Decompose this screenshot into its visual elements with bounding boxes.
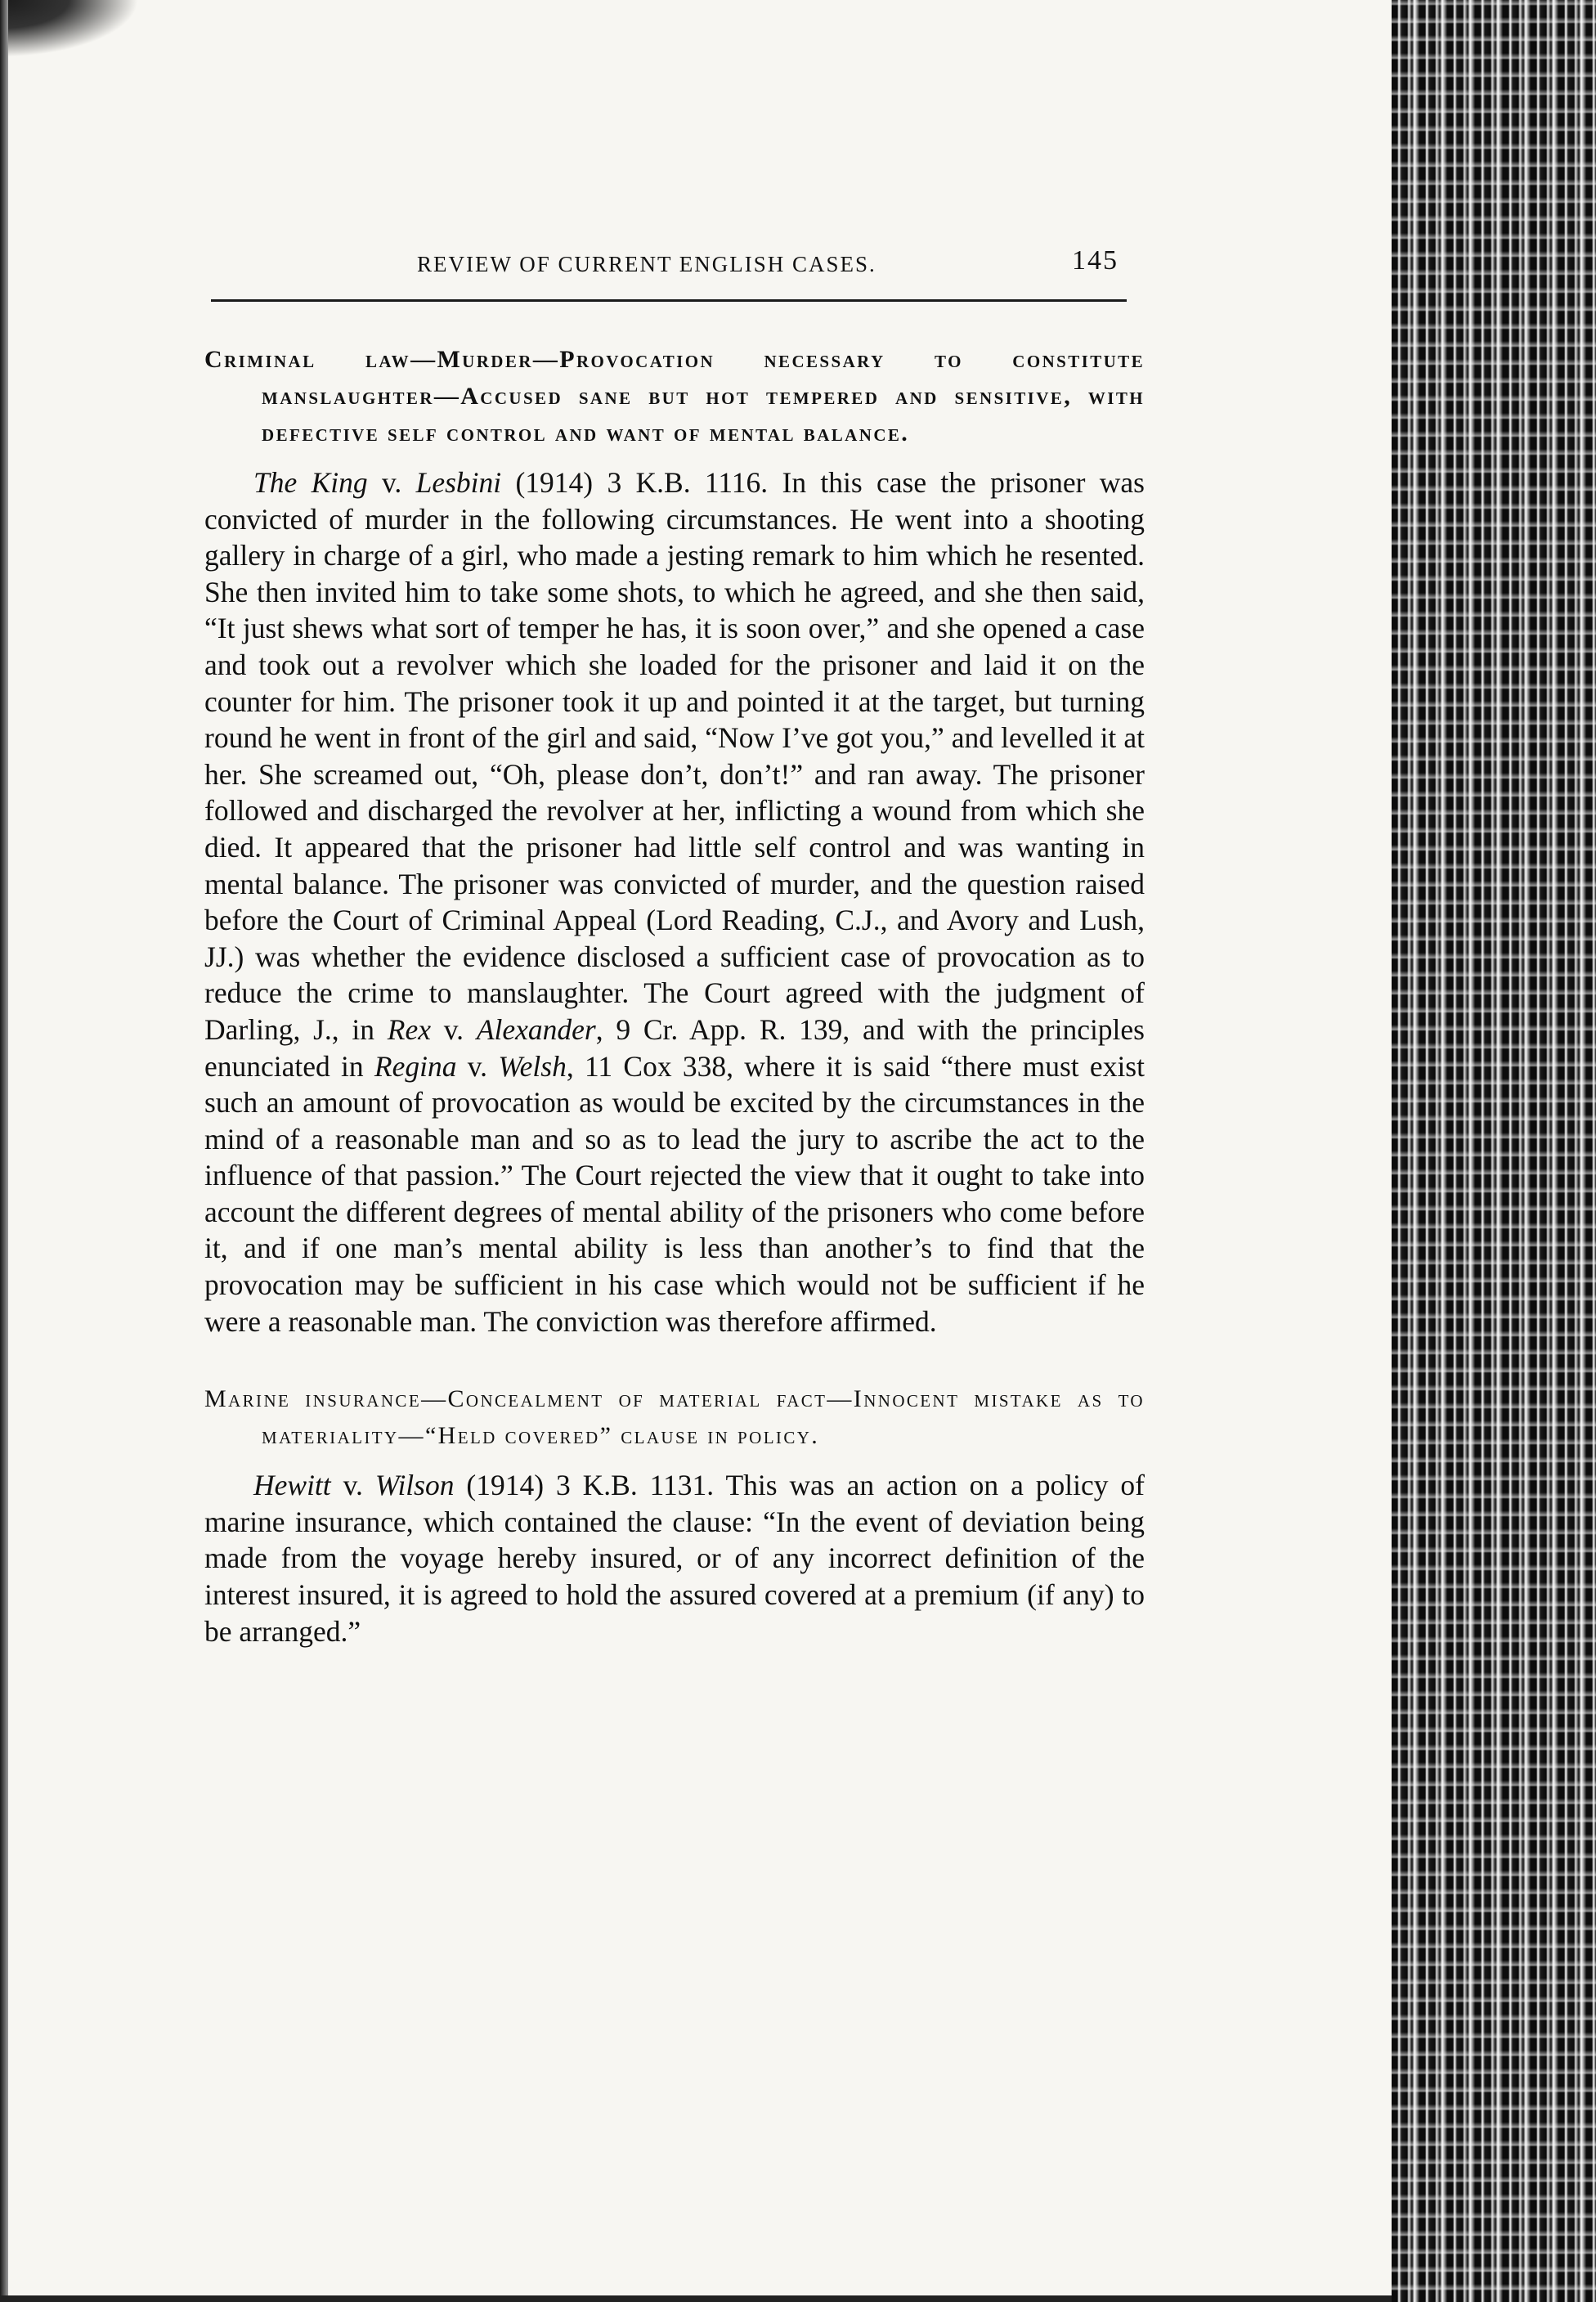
running-head-title: REVIEW OF CURRENT ENGLISH CASES. bbox=[417, 252, 876, 276]
body-text: , 11 Cox 338, where it is said “there must exist such an amount of provocation as would be excited by the circumstances in the mind of a reasonable man and so as to lead the jury to ascribe the act to the influence of that passion.” The Court rejected the view that it ought to take into account the different degrees of mental ability of the prisoners who come before it, and if one man’s mental ability is less than another’s to find that the provocation may be sufficient in his case which would not be sufficient if he were a reasonable man. The conviction was therefore affirmed. bbox=[204, 1049, 1145, 1338]
case-citation: (1914) 3 K.B. 1116. bbox=[501, 466, 769, 499]
running-head bbox=[204, 245, 1145, 288]
scan-left-edge bbox=[0, 0, 8, 2302]
section-body-marine-insurance bbox=[204, 1467, 1145, 1649]
body-text: , 9 Cr. App. R. 139, and with the principles enunciated in bbox=[204, 1012, 1145, 1083]
reference-versus: v. bbox=[430, 1012, 477, 1046]
reference-versus: v. bbox=[456, 1049, 499, 1083]
header-rule bbox=[211, 299, 1127, 302]
section-heading-marine-insurance: Marine insurance—Concealment of material fact—Innocent mistake as to materiality—“Held covered” clause in policy. bbox=[204, 1385, 1145, 1450]
case-versus: v. bbox=[367, 466, 416, 499]
case-versus: v. bbox=[330, 1469, 375, 1502]
body-text: In this case the prisoner was convicted of murder in the following circumstances. He went into a shooting gallery in charge of a girl, who made a jesting remark to him which he resented. She then invited him to take some shots, to which he agreed, and she then said, “It just shews what sort of temper he has, it is soon over,” and she opened a case and took out a revolver which she loaded for the prisoner and laid it on the counter for him. The prisoner took it up and pointed it at the target, but turning round he went in front of the girl and said, “Now I’ve got you,” and levelled it at her. She screamed out, “Oh, please don’t, don’t!” and ran away. The prisoner followed and discharged the revolver at her, inflicting a wound from which she died. It appeared that the prisoner had little self control and was wanting in mental balance. The prisoner was convicted of murder, and the question raised before the Court of Criminal Appeal (Lord Reading, C.J., and Avory and Lush, JJ.) was whether the evidence disclosed a sufficient case of provocation as to reduce the crime to manslaughter. The Court agreed with the judgment of Darling, J., in bbox=[204, 466, 1145, 1046]
case-name: Hewitt bbox=[253, 1469, 331, 1502]
case-name: The King bbox=[253, 466, 368, 499]
reference-case-name: Rex bbox=[387, 1012, 431, 1046]
section-body-criminal-law bbox=[204, 464, 1145, 1339]
body-text: This was an action on a policy of marine insurance, which contained the clause: “In the event of deviation being made from the voyage hereby insured, or of any incorrect definition of the interest insured, it is agreed to hold the assured covered at a premium (if any) to be arranged.” bbox=[204, 1469, 1145, 1648]
case-party: Lesbini bbox=[415, 466, 502, 499]
case-citation: (1914) 3 K.B. 1131. bbox=[454, 1469, 715, 1502]
scan-corner-shadow bbox=[0, 0, 139, 57]
case-party: Wilson bbox=[374, 1469, 455, 1502]
reference-case-party: Welsh bbox=[498, 1049, 567, 1083]
page-number: 145 bbox=[1072, 245, 1119, 276]
reference-case-name: Regina bbox=[374, 1049, 457, 1083]
page-content bbox=[204, 245, 1145, 1679]
binding-texture bbox=[1392, 0, 1596, 2302]
reference-case-party: Alexander bbox=[476, 1012, 596, 1046]
section-heading-criminal-law: Criminal law—Murder—Provocation necessary to constitute manslaughter—Accused sane but hot tempered and sensitive, with defective self control and want of mental balance. bbox=[204, 346, 1145, 446]
scan-bottom-edge bbox=[0, 2295, 1392, 2302]
book-binding-edge bbox=[1392, 0, 1596, 2302]
